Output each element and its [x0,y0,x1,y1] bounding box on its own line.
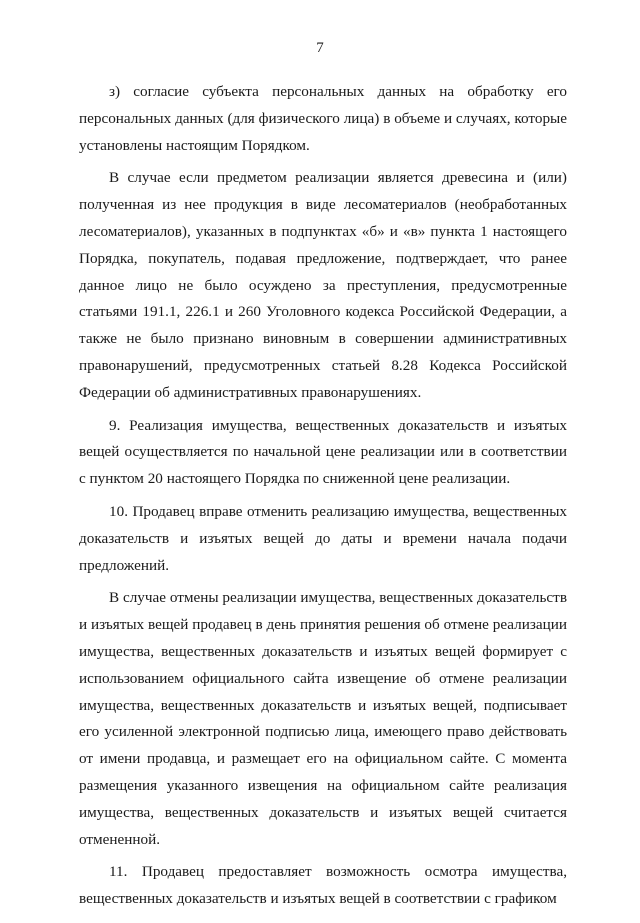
paragraph-cancellation: В случае отмены реализации имущества, вещественных доказательств и изъятых вещей продавец в день принятия решения об отмене реализации имущества, вещественных доказательств и изъятых вещей формирует с использованием официального сайта извещение об отмене реализации имущества, вещественных доказательств и изъятых вещей, подписывает его усиленной электронной подписью лица, имеющего право действовать от имени продавца, и размещает его на официальном сайте. С момента размещения указанного извещения на официальном сайте реализация имущества, вещественных доказательств и изъятых вещей считается отмененной. [79,589,567,848]
page-number: 7 [316,40,324,56]
paragraph-consent: з) согласие субъекта персональных данных на обработку его персональных данных (для физического лица) в объеме и случаях, которые установлены настоящим Порядком. [79,83,567,154]
paragraph-item-11: 11. Продавец предоставляет возможность осмотра имущества, вещественных доказательств и изъятых вещей в соответствии с графиком [79,863,567,908]
paragraph-timber: В случае если предметом реализации является древесина и (или) полученная из нее продукция в виде лесоматериалов (необработанных лесоматериалов), указанных в подпунктах «б» и «в» пункта 1 настоящего Порядка, покупатель, подавая предложение, подтверждает, что ранее данное лицо не было осуждено за преступления, предусмотренные статьями 191.1, 226.1 и 260 Уголовного кодекса Российской Федерации, а также не было признано виновным в совершении административных правонарушений, предусмотренных статьей 8.28 Кодекса Российской Федерации об административных правонарушениях. [79,169,567,401]
paragraph-item-9: 9. Реализация имущества, вещественных доказательств и изъятых вещей осуществляется по начальной цене реализации или в соответствии с пунктом 20 настоящего Порядка по сниженной цене реализации. [79,416,567,488]
paragraph-item-10: 10. Продавец вправе отменить реализацию имущества, вещественных доказательств и изъятых вещей до даты и времени начала подачи предложений. [79,502,567,574]
document-body [79,79,567,919]
